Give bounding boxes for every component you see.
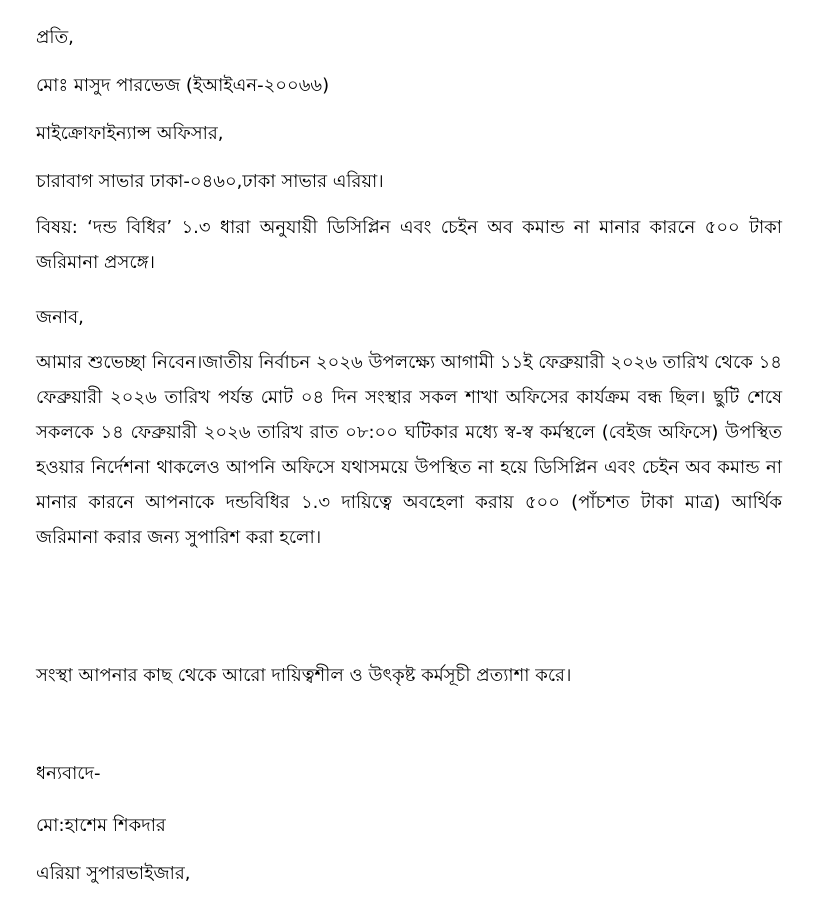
sender-designation: এরিয়া সুপারভাইজার, — [36, 863, 191, 884]
sender-name: মো:হাশেম শিকদার — [36, 815, 166, 836]
salutation: জনাব, — [36, 307, 84, 328]
valediction: ধন্যবাদে- — [36, 763, 101, 784]
subject-paragraph — [36, 210, 782, 280]
letter-to: প্রতি, — [36, 27, 74, 48]
recipient-designation: মাইক্রোফাইন্যান্স অফিসার, — [36, 123, 224, 144]
recipient-address: চারাবাগ সাভার ঢাকা-০৪৬০,ঢাকা সাভার এরিয়া। — [36, 171, 384, 192]
subject-text: বিষয়: ‘দন্ড বিধির’ ১.৩ ধারা অনুযায়ী ডিসিপ্লিন এবং চেইন অব কমান্ড না মানার কারনে ৫০০ টাকা জরিমানা প্রসঙ্গে। — [36, 217, 782, 273]
closing-note: সংস্থা আপনার কাছ থেকে আরো দায়িত্বশীল ও উৎকৃষ্ট কর্মসূচী প্রত্যাশা করে। — [36, 665, 572, 686]
recipient-name: মোঃ মাসুদ পারভেজ (ইআইএন-২০০৬৬) — [36, 75, 330, 96]
body-paragraph — [36, 345, 782, 555]
body-text: আমার শুভেচ্ছা নিবেন।জাতীয় নির্বাচন ২০২৬ উপলক্ষ্যে আগামী ১১ই ফেব্রুয়ারী ২০২৬ তারিখ থেকে ১৪ ফেব্রুয়ারী ২০২৬ তারিখ পর্যন্ত মোট ০৪ দিন সংস্থার সকল শাখা অফিসের কার্যক্রম বন্ধ ছিল। ছুটি শেষে সকলকে ১৪ ফেব্রুয়ারী ২০২৬ তারিখ রাত ০৮:০০ ঘটিকার মধ্যে স্ব-স্ব কর্মস্থলে (বেইজ অফিসে) উপস্থিত হওয়ার নির্দেশনা থাকলেও আপনি অফিসে যথাসময়ে উপস্থিত না হয়ে ডিসিপ্লিন এবং চেইন অব কমান্ড না মানার কারনে আপনাকে দন্ডবিধির ১.৩ দায়িত্বে অবহেলা করায় ৫০০ (পাঁচশত টাকা মাত্র) আর্থিক জরিমানা করার জন্য সুপারিশ করা হলো। — [36, 352, 782, 548]
